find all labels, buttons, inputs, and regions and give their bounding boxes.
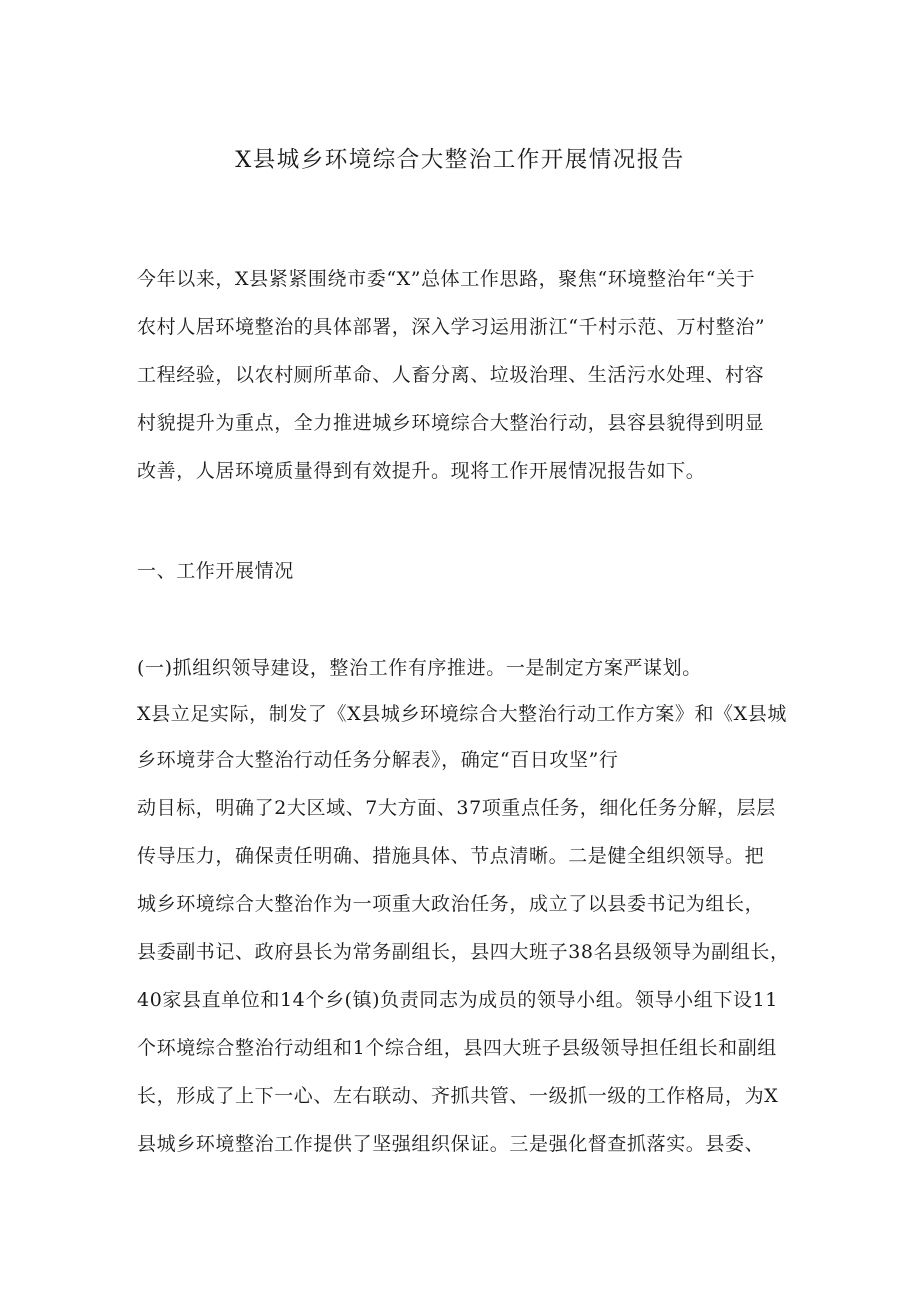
body-line: X县立足实际，制发了《X县城乡环境综合大整治行动工作方案》和《X县城 (137, 703, 787, 725)
intro-line: 工程经验，以农村厕所革命、人畜分离、垃圾治理、生活污水处理、村容 (137, 364, 765, 386)
intro-line: 今年以来，X县紧紧围绕市委“X”总体工作思路，聚焦“环境整治年“关于 (137, 268, 756, 290)
body-line: 城乡环境综合大整治作为一项重大政治任务，成立了以县委书记为组长， (137, 893, 765, 915)
intro-line: 农村人居环境整治的具体部署，深入学习运用浙江“千村示范、万村整治” (137, 316, 766, 338)
intro-line: 村貌提升为重点，全力推进城乡环境综合大整治行动，县容县貌得到明显 (137, 412, 765, 434)
body-line: 县委副书记、政府县长为常务副组长，县四大班子38名县级领导为副组长， (137, 941, 790, 963)
section-heading: 一、工作开展情况 (137, 560, 294, 582)
intro-line: 改善，人居环境质量得到有效提升。现将工作开展情况报告如下。 (137, 460, 706, 482)
body-line: 个环境综合整治行动组和1个综合组，县四大班子县级领导担任组长和副组 (137, 1037, 777, 1059)
body-line: 传导压力，确保责任明确、措施具体、节点清晰。二是健全组织领导。把 (137, 845, 765, 867)
body-line: 县城乡环境整治工作提供了坚强组织保证。三是强化督查抓落实。县委、 (137, 1133, 765, 1155)
body-line: 乡环境芽合大整治行动任务分解表》，确定“百日攻坚”行 (137, 749, 619, 771)
document-title: X县城乡环境综合大整治工作开展情况报告 (235, 147, 685, 173)
body-line: 长，形成了上下一心、左右联动、齐抓共管、一级抓一级的工作格局，为X (137, 1085, 779, 1107)
body-line: (一)抓组织领导建设，整治工作有序推进。一是制定方案严谋划。 (137, 657, 702, 679)
body-line: 动目标，明确了2大区域、7大方面、37项重点任务，细化任务分解，层层 (137, 797, 776, 819)
body-line: 40家县直单位和14个乡(镇)负责同志为成员的领导小组。领导小组下设11 (137, 989, 778, 1011)
